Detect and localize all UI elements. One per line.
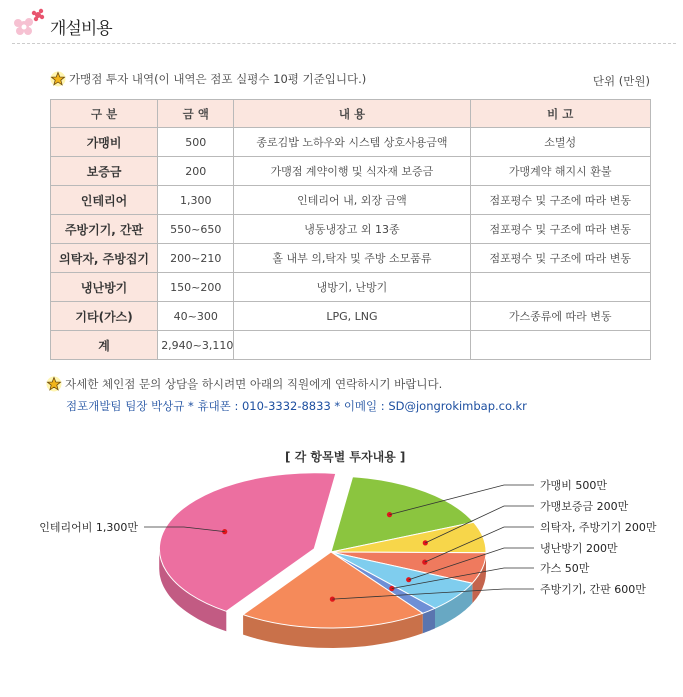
row-amount: 1,300: [158, 186, 234, 215]
row-amount: 40~300: [158, 302, 234, 331]
row-content: 냉방기, 난방기: [234, 273, 470, 302]
intro-text: 가맹점 투자 내역(이 내역은 점포 실평수 10평 기준입니다.): [69, 72, 367, 86]
pie-slice-marker: [406, 577, 411, 582]
pie-label: 가맹보증금 200만: [540, 500, 629, 513]
header-amount: 금 액: [158, 100, 234, 128]
row-content: 홀 내부 의,탁자 및 주방 소모품류: [234, 244, 470, 273]
header-content: 내 용: [234, 100, 470, 128]
pie-label: 주방기기, 간판 600만: [540, 583, 646, 596]
row-category: 주방기기, 간판: [51, 215, 158, 244]
contact-detail[interactable]: 점포개발팀 팀장 박상규 * 휴대폰 : 010-3332-8833 * 이메일 : SD@jongrokimbap.co.kr: [66, 399, 527, 413]
header-category: 구 분: [51, 100, 158, 128]
unit-label: 단위 (만원): [592, 74, 650, 88]
row-content: LPG, LNG: [234, 302, 470, 331]
row-category: 의탁자, 주방집기: [51, 244, 158, 273]
row-category: 인테리어: [51, 186, 158, 215]
row-category: 기타(가스): [51, 302, 158, 331]
row-content: 가맹점 계약이행 및 식자재 보증금: [234, 157, 470, 186]
row-amount: 200: [158, 157, 234, 186]
pie-label: 의탁자, 주방기기 200만: [540, 521, 657, 534]
row-note: 점포평수 및 구조에 따라 변동: [470, 215, 651, 244]
row-content: 종로김밥 노하우와 시스템 상호사용금액: [234, 128, 470, 157]
row-note: 가스종류에 따라 변동: [470, 302, 651, 331]
row-amount: 550~650: [158, 215, 234, 244]
row-category: 계: [51, 331, 158, 360]
row-amount: 500: [158, 128, 234, 157]
pie-label: 인테리어비 1,300만: [39, 521, 138, 534]
row-category: 보증금: [51, 157, 158, 186]
contact-text: 자세한 체인점 문의 상담을 하시려면 아래의 직원에게 연락하시기 바랍니다.: [65, 377, 443, 391]
row-amount: 200~210: [158, 244, 234, 273]
row-note: 점포평수 및 구조에 따라 변동: [470, 244, 651, 273]
pie-label: 냉난방기 200만: [540, 542, 618, 555]
pie-label: 가스 50만: [540, 562, 590, 575]
page-title: 개설비용: [50, 19, 112, 39]
row-category: 가맹비: [51, 128, 158, 157]
row-note: 가맹계약 해지시 환불: [470, 157, 651, 186]
row-amount: 150~200: [158, 273, 234, 302]
row-amount: 2,940~3,110: [158, 331, 234, 360]
chart-title: [ 각 항목별 투자내용 ]: [285, 450, 406, 464]
row-content: 냉동냉장고 외 13종: [234, 215, 470, 244]
row-content: 인테리어 내, 외장 금액: [234, 186, 470, 215]
header-note: 비 고: [470, 100, 651, 128]
row-note: 점포평수 및 구조에 따라 변동: [470, 186, 651, 215]
row-note: 소멸성: [470, 128, 651, 157]
pie-label: 가맹비 500만: [540, 479, 607, 492]
row-category: 냉난방기: [51, 273, 158, 302]
